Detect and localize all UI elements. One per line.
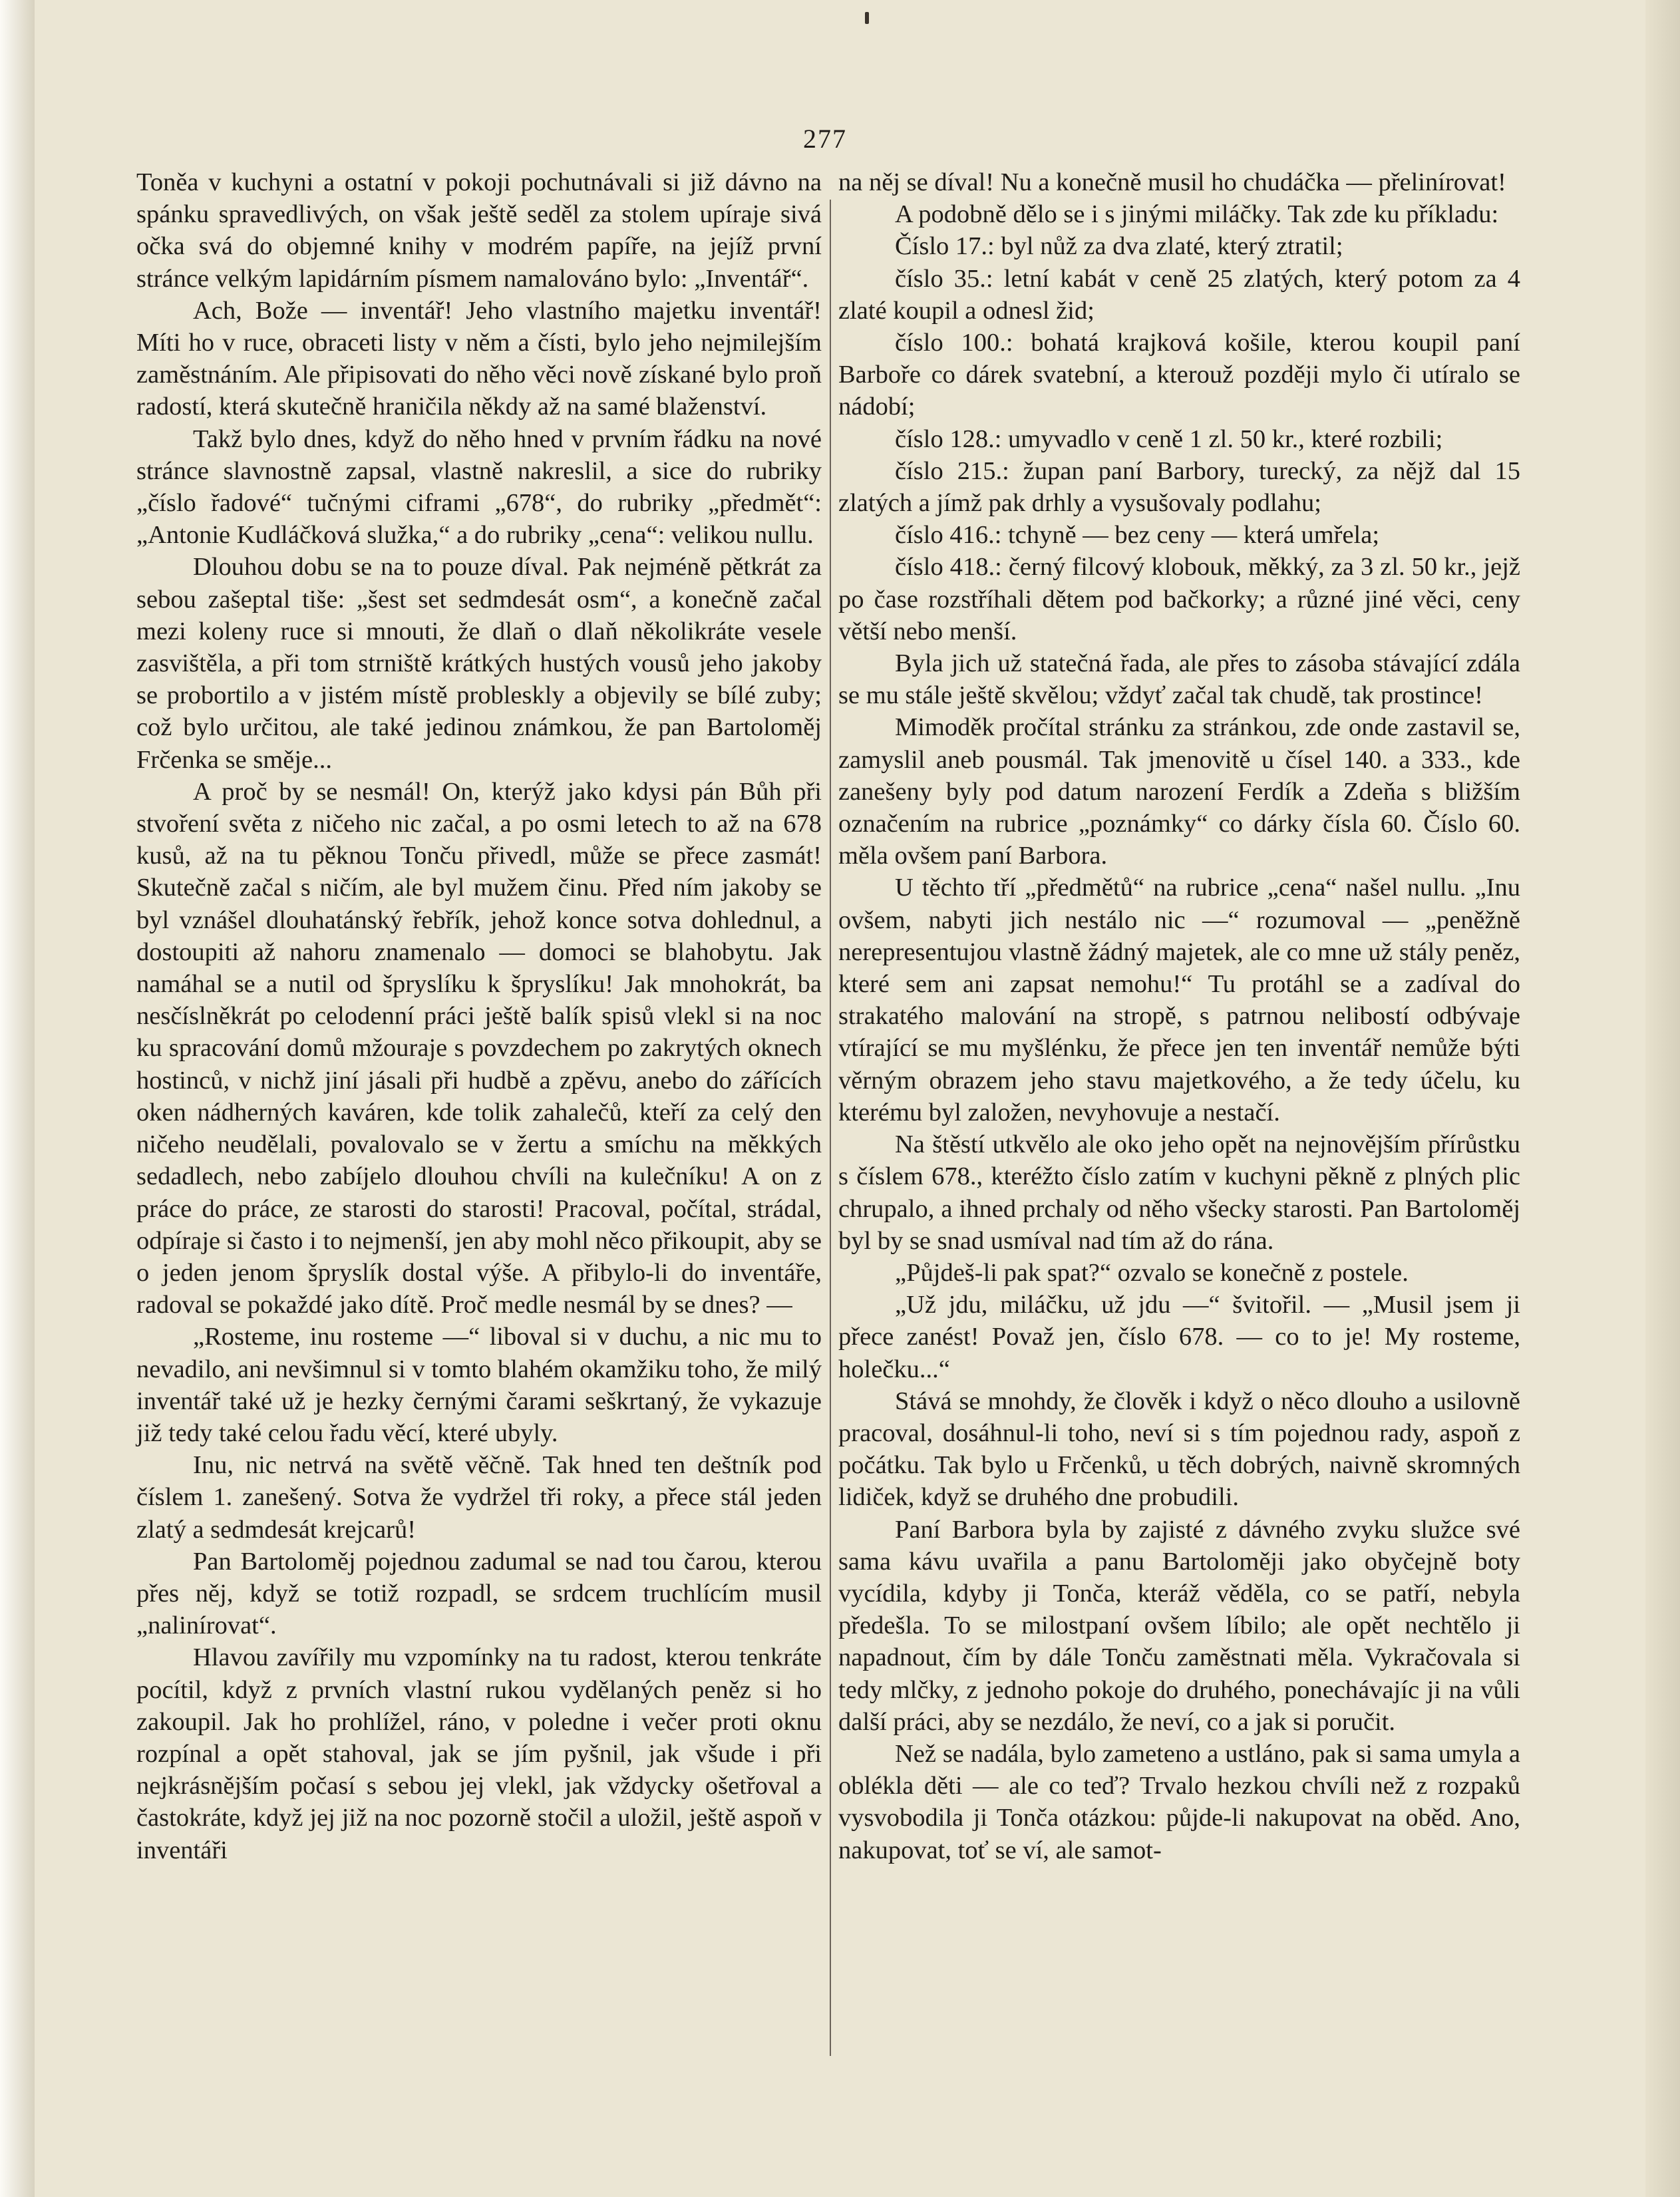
paragraph: A podobně dělo se i s jinými miláčky. Tak zde ku příkladu: [895, 200, 1499, 229]
paragraph: Stává se mnohdy, že člověk i když o něco dlouho a usilovně pracoval, dosáhnul-li toho, neví si s tím pojednou rady, aspoň z počátku. Tak bylo u Frčenků, u těch dobrých, naivně skromných lidiček, když se druhého dne probudili. [838, 1387, 1520, 1512]
paragraph: „Už jdu, miláčku, už jdu —“ švitořil. — „Musil jsem ji přece zanést! Považ jen, číslo 678. — co to je! My rosteme, holečku...“ [838, 1291, 1520, 1383]
paragraph: Pan Bartoloměj pojednou zadumal se nad tou čarou, kterou přes něj, když se totiž rozpadl, se srdcem truchlícím musil „nalinírovat“. [136, 1547, 822, 1640]
print-mark [865, 12, 869, 24]
paragraph: Takž bylo dnes, když do něho hned v prvním řádku na nové stránce slavnostně zapsal, vlastně nakreslil, a sice do rubriky „číslo řadové“ tučnými ciframi „678“, do rubriky „předmět“: „Antonie Kudláčková služka,“ a do rubriky „cena“: velikou nullu. [136, 424, 822, 550]
paragraph: U těchto tří „předmětů“ na rubrice „cena“ našel nullu. „Inu ovšem, nabyti jich nestálo nic —“ rozumoval — „peněžně nerepresentujou vlastně žádný majetek, ale co mne už stály peněz, které sem ani zapsat nemohu!“ Tu protáhl se a zadíval do strakatého malování na stropě, s patrnou nelibostí odbývaje vtírající se mu myšlénku, že přece jen ten inventář nemůže býti věrným obrazem jeho stavu majetkového, a že tedy účelu, ku kterému byl založen, nevyhovuje a nestačí. [838, 874, 1520, 1126]
page-number: 277 [803, 124, 847, 154]
paragraph: Paní Barbora byla by zajisté z dávného zvyku služce své sama kávu uvařila a panu Bartoloměji jako obyčejně boty vycídila, kdyby ji Tonča, kteráž věděla, co se patří, nebyla předešla. To se milostpaní ovšem líbilo; ale opět nechtělo ji napadnout, čím by dále Tonču zaměstnati měla. Vykračovala si tedy mlčky, z jednoho pokoje do druhého, ponechávajíc ji na vůli další práci, aby se nezdálo, že neví, co a jak si poručit. [838, 1515, 1520, 1736]
inventory-entry: číslo 416.: tchyně — bez ceny — která umřela; [895, 521, 1380, 550]
left-column [136, 166, 822, 1866]
paragraph: Na štěstí utkvělo ale oko jeho opět na nejnovějším přírůstku s číslem 678., kteréžto číslo zatím v kuchyni pěkně z plných plic chrupalo, a ihned prchaly od něho všecky starosti. Pan Bartoloměj byl by se snad usmíval nad tím až do rána. [838, 1130, 1520, 1255]
inventory-entry: Číslo 17.: byl nůž za dva zlaté, který ztratil; [895, 232, 1343, 261]
paragraph: Byla jich už statečná řada, ale přes to zásoba stávající zdála se mu stále ještě skvělou; vždyť začal tak chudě, tak prostince! [838, 649, 1520, 710]
page-edge-right [1645, 0, 1680, 2197]
paragraph: A proč by se nesmál! On, kterýž jako kdysi pán Bůh při stvoření světa z ničeho nic začal, a po osmi letech to až na 678 kusů, až na tu pěknou Tonču přivedl, může se přece zasmát! Skutečně začal s ničím, ale byl mužem činu. Před ním jakoby se byl vznášel dlouhatánský řebřík, jehož konce sotva dohlednul, a dostoupiti až nahoru znamenalo — domoci se blahobytu. Jak namáhal se a nutil od špryslíku k špryslíku! Jak mnohokrát, ba nesčíslněkrát po celodenní práci ještě balík spisů vlekl si na noc ku spracování domů mžouraje s povzdechem po zakrytých oknech hostinců, v nichž jiní jásali při hudbě a zpěvu, anebo do zářících oken nádherných kaváren, kde tolik zahalečů, kteří za celý den ničeho neudělali, povalovalo se v žertu a smíchu na měkkých sedadlech, nebo zabíjelo dlouhou chvíli na kulečníku! A on z práce do práce, ze starosti do starosti! Pracoval, počítal, strádal, odpíraje si často i to nejmenší, jen aby mohl něco přikoupit, aby se o jeden jenom špryslík dostal výše. A přibylo-li do inventáře, radoval se pokaždé jako dítě. Proč medle nesmál by se dnes? — [136, 777, 822, 1319]
column-divider [830, 200, 831, 2056]
page-edge-left [0, 0, 35, 2197]
paragraph: Hlavou zavířily mu vzpomínky na tu radost, kterou tenkráte pocítil, když z prvních vlastní rukou vydělaných peněz si ho zakoupil. Jak ho prohlížel, ráno, v poledne i večer proti oknu rozpínal a opět stahoval, jak se jím pyšnil, jak všude i při nejkrásnějším počasí s sebou jej vlekl, jak vždycky ošetřoval a častokráte, když jej již na noc pozorně stočil a uložil, ještě aspoň v inventáři [136, 1643, 822, 1864]
inventory-entry: číslo 100.: bohatá krajková košile, kterou koupil paní Barboře co dárek svatební, a kterouž později mylo či utíralo se nádobí; [838, 329, 1520, 421]
paragraph: Mimoděk pročítal stránku za stránkou, zde onde zastavil se, zamyslil aneb pousmál. Tak jmenovitě u čísel 140. a 333., kde zanešeny byly pod datum narození Ferdík a Zdeňa s bližším označením na rubrice „poznámky“ co dárky čísla 60. Číslo 60. měla ovšem paní Barbora. [838, 713, 1520, 870]
right-column [838, 166, 1520, 1866]
inventory-entry: číslo 418.: černý filcový klobouk, měkký, za 3 zl. 50 kr., jejž po čase rozstříhali dětem pod bačkorky; a různé jiné věci, ceny větší nebo menší. [838, 553, 1520, 645]
paragraph: Ach, Bože — inventář! Jeho vlastního majetku inventář! Míti ho v ruce, obraceti listy v něm a čísti, bylo jeho nejmilejším zaměstnáním. Ale připisovati do něho věci nově získané bylo proň radostí, která skutečně hraničila někdy až na samé blaženství. [136, 296, 822, 421]
paragraph: Dlouhou dobu se na to pouze díval. Pak nejméně pětkrát za sebou zašeptal tiše: „šest set sedmdesát osm“, a konečně začal mezi koleny ruce si mnouti, že dlaň o dlaň několikráte vesele zasvištěla, a při tom strniště krátkých hustých vousů jeho jakoby se probortilo a v jistém místě probleskly a objevily se bílé zuby; což bylo určitou, ale také jedinou známkou, že pan Bartoloměj Frčenka se směje... [136, 553, 822, 774]
paragraph: na něj se díval! Nu a konečně musil ho chudáčka — přelinírovat! [838, 168, 1506, 196]
paragraph: „Půjdeš-li pak spat?“ ozvalo se konečně z postele. [895, 1258, 1409, 1287]
paragraph: Toněa v kuchyni a ostatní v pokoji pochutnávali si již dávno na spánku spravedlivých, on však ještě seděl za stolem upíraje sivá očka svá do objemné knihy v modrém papíře, na jejíž první stránce velkým lapidárním písmem namalováno bylo: „Inventář“. [136, 168, 822, 293]
paragraph: Inu, nic netrvá na světě věčně. Tak hned ten deštník pod číslem 1. zanešený. Sotva že vydržel tři roky, a přece stál jeden zlatý a sedmdesát krejcarů! [136, 1451, 822, 1544]
inventory-entry: číslo 35.: letní kabát v ceně 25 zlatých, který potom za 4 zlaté koupil a odnesl žid; [838, 264, 1520, 325]
paragraph: Než se nadála, bylo zameteno a ustláno, pak si sama umyla a oblékla děti — ale co teď? Trvalo hezkou chvíli než z rozpaků vysvobodila ji Tonča otázkou: půjde-li nakupovat na oběd. Ano, nakupovat, toť se ví, ale samot- [838, 1739, 1520, 1864]
inventory-entry: číslo 128.: umyvadlo v ceně 1 zl. 50 kr., které rozbili; [895, 424, 1443, 453]
paragraph: „Rosteme, inu rosteme —“ liboval si v duchu, a nic mu to nevadilo, ani nevšimnul si v tomto blahém okamžiku toho, že milý inventář také už je hezky černými čarami seškrtaný, že vykazuje již tedy také celou řadu věcí, které ubyly. [136, 1323, 822, 1447]
inventory-entry: číslo 215.: župan paní Barbory, turecký, za nějž dal 15 zlatých a jímž pak drhly a vysušovaly podlahu; [838, 456, 1520, 518]
